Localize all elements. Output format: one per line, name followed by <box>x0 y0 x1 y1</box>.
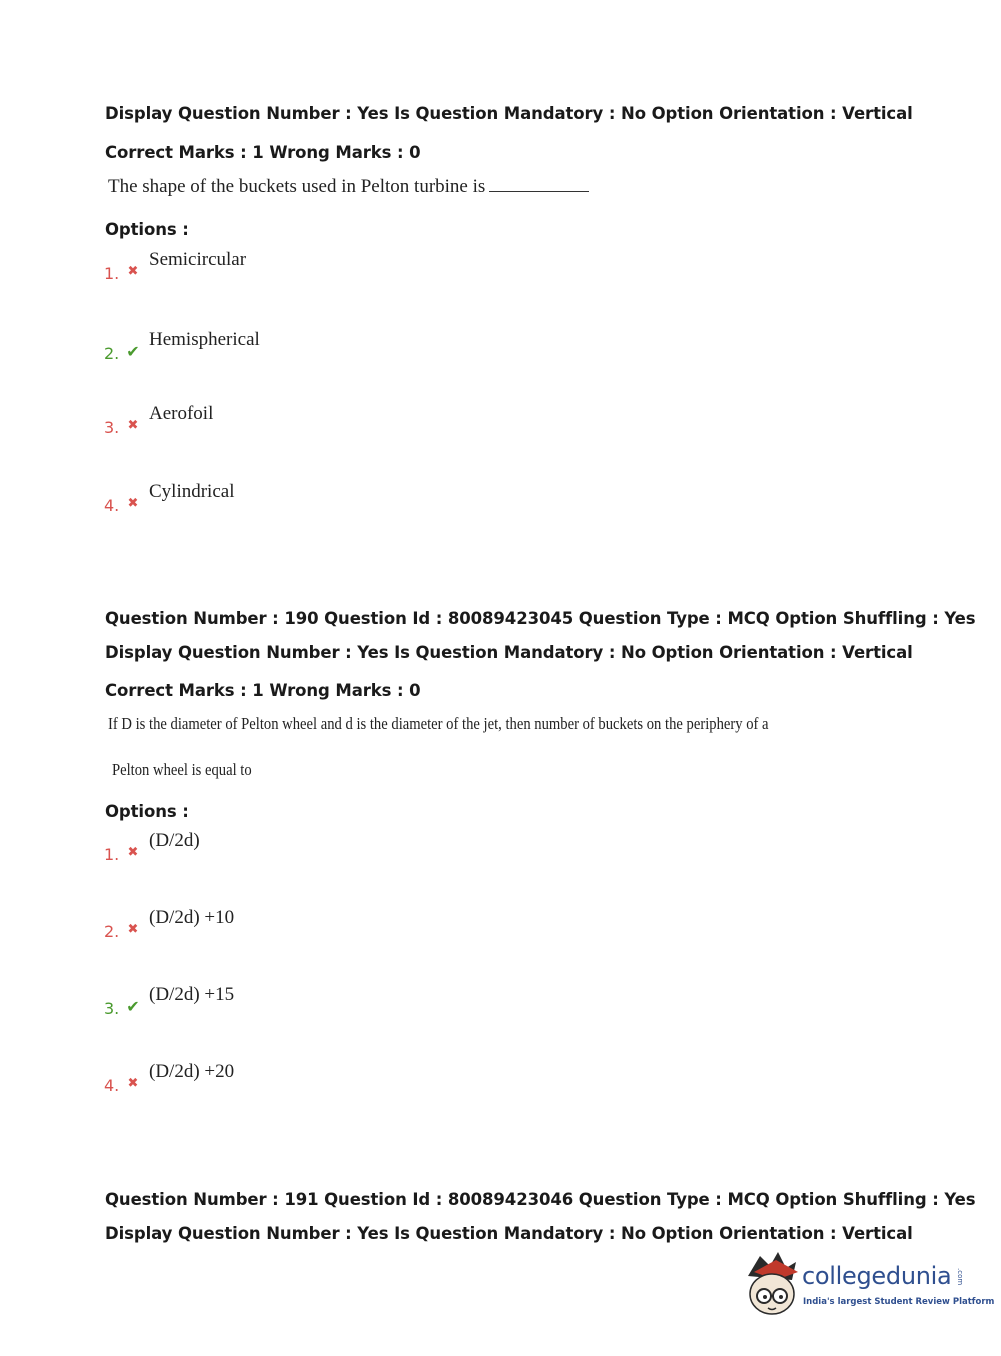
option-number: 4. <box>104 1076 120 1095</box>
cross-icon: ✖ <box>127 496 139 511</box>
option-text: Cylindrical <box>149 481 235 502</box>
option-item <box>104 907 235 941</box>
cross-icon: ✖ <box>127 418 139 433</box>
question-marks-line: Correct Marks : 1 Wrong Marks : 0 <box>105 681 421 700</box>
cross-icon: ✖ <box>127 922 139 937</box>
answer-blank <box>489 177 589 192</box>
option-text: (D/2d) +10 <box>149 907 235 928</box>
option-text: Aerofoil <box>149 403 214 424</box>
question-text-line-1: If D is the diameter of Pelton wheel and d is the diameter of the jet, then number of buckets on the periphery of a <box>108 714 769 733</box>
question-text-line-2: Pelton wheel is equal to <box>112 760 252 779</box>
option-number: 3. <box>104 418 120 437</box>
question-display-line: Display Question Number : Yes Is Question Mandatory : No Option Orientation : Vertical <box>105 104 913 123</box>
options-label: Options : <box>105 220 189 239</box>
question-marks-line: Correct Marks : 1 Wrong Marks : 0 <box>105 143 421 162</box>
option-item <box>104 249 247 283</box>
option-text: (D/2d) +20 <box>149 1061 235 1082</box>
logo-domain: .com <box>956 1268 964 1286</box>
question-header-line: Question Number : 191 Question Id : 80089423046 Question Type : MCQ Option Shuffling : Yes <box>105 1190 976 1209</box>
option-item <box>104 403 214 437</box>
option-text: (D/2d) +15 <box>149 984 235 1005</box>
option-item <box>104 1061 235 1095</box>
question-display-line: Display Question Number : Yes Is Question Mandatory : No Option Orientation : Vertical <box>105 1224 913 1243</box>
option-number: 3. <box>104 999 120 1018</box>
logo-wordmark: collegedunia <box>802 1262 952 1290</box>
logo-tagline: India's largest Student Review Platform <box>803 1297 995 1307</box>
options-label: Options : <box>105 802 189 821</box>
option-number: 2. <box>104 344 120 363</box>
option-text: Hemispherical <box>149 329 260 350</box>
option-number: 1. <box>104 264 120 283</box>
question-display-line: Display Question Number : Yes Is Question Mandatory : No Option Orientation : Vertical <box>105 643 913 662</box>
question-text <box>108 176 589 198</box>
check-icon: ✔ <box>126 342 140 361</box>
question-header-line: Question Number : 190 Question Id : 80089423045 Question Type : MCQ Option Shuffling : Yes <box>105 609 976 628</box>
option-text: Semicircular <box>149 249 247 270</box>
cross-icon: ✖ <box>127 1076 139 1091</box>
cross-icon: ✖ <box>127 845 139 860</box>
mascot-icon <box>740 1250 802 1322</box>
option-text: (D/2d) <box>149 830 200 851</box>
collegedunia-logo <box>740 1250 995 1322</box>
option-number: 1. <box>104 845 120 864</box>
option-item <box>104 830 200 864</box>
option-number: 4. <box>104 496 120 515</box>
check-icon: ✔ <box>126 997 140 1016</box>
cross-icon: ✖ <box>127 264 139 279</box>
option-item <box>104 984 235 1018</box>
option-item <box>104 329 260 363</box>
question-text-content: The shape of the buckets used in Pelton turbine is <box>108 176 486 197</box>
option-item <box>104 481 235 515</box>
option-number: 2. <box>104 922 120 941</box>
